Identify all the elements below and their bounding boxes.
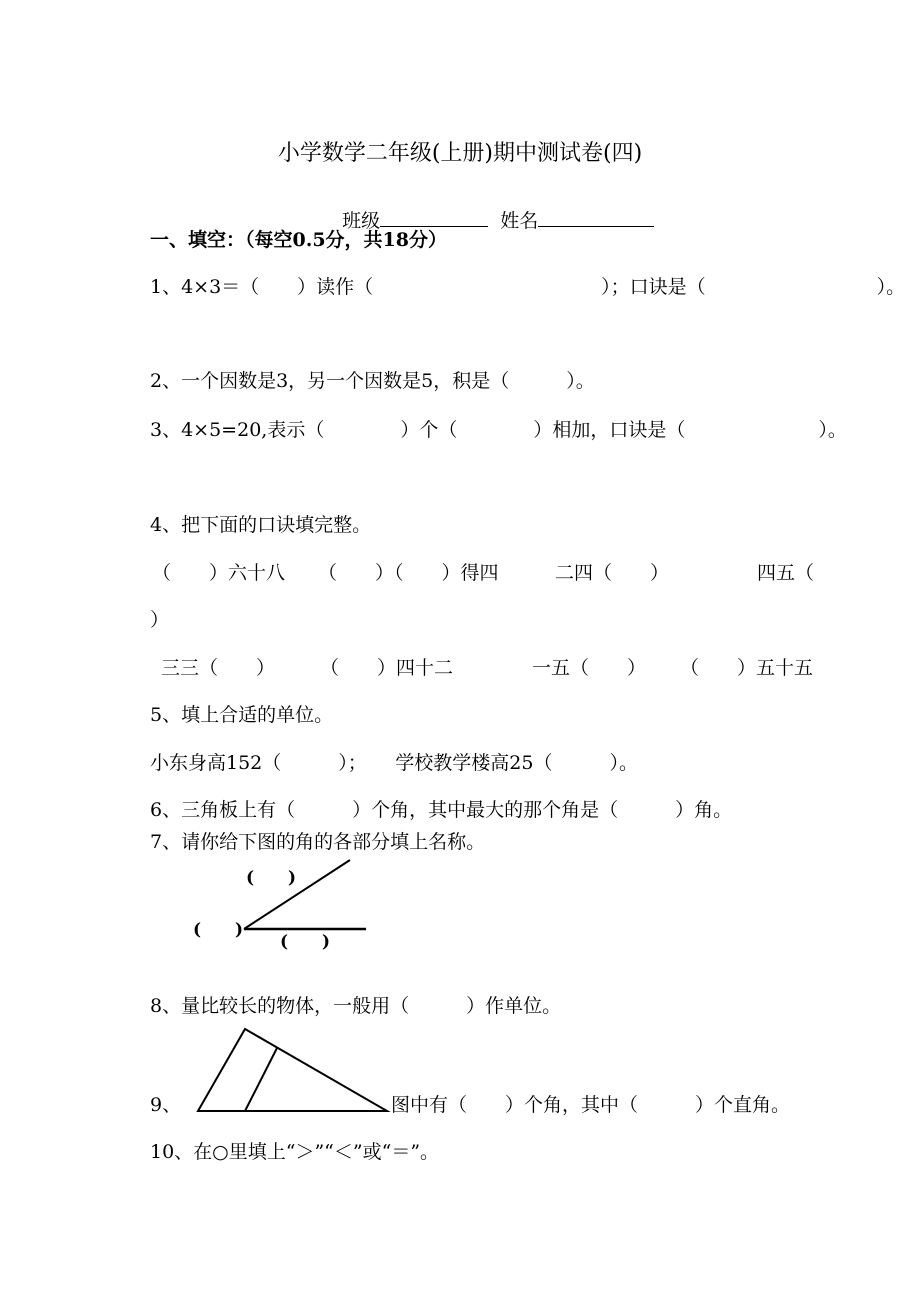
question-7-prompt: 7、请你给下图的角的各部分填上名称。 xyxy=(150,831,486,853)
q4-item: （ ）六十八 xyxy=(152,562,286,584)
question-6: 6、三角板上有（ ）个角，其中最大的那个角是（ ）角。 xyxy=(150,799,733,821)
question-10: 10、在○里填上“＞”“＜”或“＝”。 xyxy=(150,1141,440,1163)
question-9-number: 9、 xyxy=(150,1094,182,1116)
q4-item: 三三（ ） xyxy=(161,657,276,679)
name-label: 姓名 xyxy=(500,210,539,232)
triangle-diagram xyxy=(190,1022,395,1117)
angle-blank-top[interactable]: ( ) xyxy=(246,868,297,888)
q4-item: 二四（ ） xyxy=(555,562,670,584)
question-5-line: 小东身高152（ ）； 学校教学楼高25（ ）。 xyxy=(150,752,638,774)
section1-heading: 一、填空：（每空0.5分，共18分） xyxy=(150,229,447,251)
question-3: 3、4×5=20,表示（ ）个（ ）相加，口诀是（ ）。 xyxy=(150,419,847,441)
triangle-divider xyxy=(245,1048,277,1111)
page-title: 小学数学二年级(上册)期中测试卷(四) xyxy=(277,141,643,166)
question-1: 1、4×3＝（ ）读作（ ）；口诀是（ ）。 xyxy=(150,276,906,298)
q4-item: （ ）（ ）得四 xyxy=(318,562,499,584)
class-label: 班级 xyxy=(342,210,381,232)
q4-item: （ ）四十二 xyxy=(320,657,454,679)
question-4-prompt: 4、把下面的口诀填完整。 xyxy=(150,514,372,536)
question-2: 2、一个因数是3，另一个因数是5，积是（ ）。 xyxy=(150,370,595,392)
question-9-text: 图中有（ ）个角，其中（ ）个直角。 xyxy=(391,1094,791,1116)
q4-item: 四五（ xyxy=(757,562,815,584)
name-blank[interactable] xyxy=(538,206,654,227)
q4-item: 一五（ ） xyxy=(532,657,647,679)
student-info xyxy=(330,187,654,231)
question-5-prompt: 5、填上合适的单位。 xyxy=(150,704,334,726)
angle-blank-bottom[interactable]: ( ) xyxy=(280,932,331,952)
triangle-outline xyxy=(198,1029,387,1111)
question-8: 8、量比较长的物体，一般用（ ）作单位。 xyxy=(150,995,562,1017)
q4-item-wrap: ） xyxy=(150,609,170,631)
angle-blank-vertex[interactable]: ( ) xyxy=(193,920,244,940)
class-blank[interactable] xyxy=(380,206,488,227)
q4-item: （ ）五十五 xyxy=(680,657,814,679)
